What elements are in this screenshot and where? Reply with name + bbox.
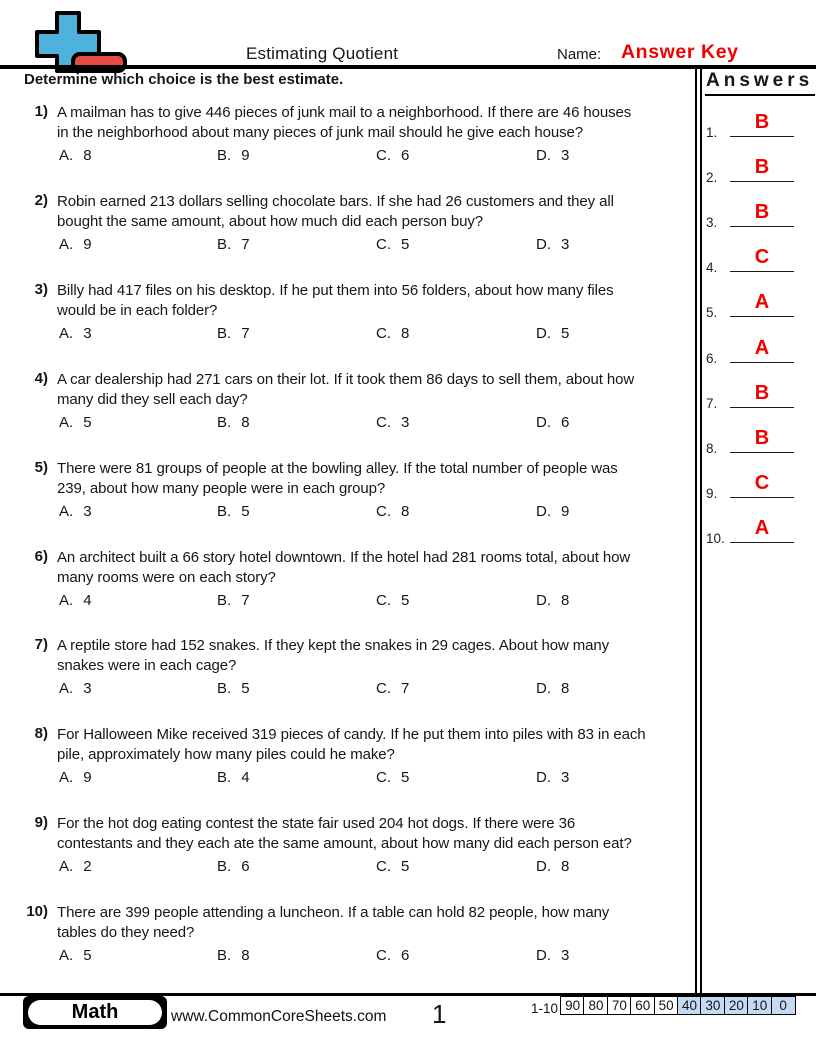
question-body: [57, 281, 697, 345]
answer-blank-line: [730, 473, 794, 498]
question-text-line: contestants and they each ate the same amount, about how many did each person eat?: [57, 835, 632, 853]
page-title: Estimating Quotient: [246, 44, 399, 63]
question-number: 8): [34, 725, 48, 743]
choice-label: A.: [59, 858, 74, 876]
question-number: 4): [34, 369, 48, 387]
choice-b: [217, 325, 250, 342]
choice-label: C.: [376, 324, 391, 342]
question-7: [0, 636, 697, 700]
choices-row: [57, 947, 697, 967]
answer-number: 5.: [706, 305, 718, 321]
choice-b: [217, 592, 250, 609]
choice-label: D.: [536, 947, 551, 965]
question-body: [57, 103, 697, 167]
choice-value: 5: [401, 235, 410, 253]
choice-label: A.: [59, 413, 74, 431]
choice-label: D.: [536, 147, 551, 164]
answer-blank-line: [730, 112, 794, 137]
answer-blank-line: [730, 157, 794, 182]
question-body: [57, 903, 697, 967]
choice-d: [536, 769, 569, 786]
choice-value: 5: [241, 680, 250, 698]
choice-value: 8: [241, 947, 250, 965]
choices-row: [57, 858, 697, 878]
choice-label: C.: [376, 235, 391, 253]
question-text-line: many rooms were on each story?: [57, 568, 276, 586]
choice-label: D.: [536, 235, 551, 253]
answer-number: 10.: [706, 530, 725, 546]
question-1: [0, 103, 697, 167]
choice-c: [376, 769, 409, 786]
choice-value: 3: [83, 324, 92, 342]
question-3: [0, 281, 697, 345]
choice-value: 8: [561, 858, 570, 876]
header-divider: [0, 65, 816, 69]
choice-value: 6: [561, 413, 570, 431]
choice-label: B.: [217, 947, 232, 965]
choice-b: [217, 680, 250, 697]
question-10: [0, 903, 697, 967]
choice-d: [536, 414, 569, 431]
question-number: 6): [34, 547, 48, 565]
choice-value: 6: [401, 147, 410, 164]
choice-c: [376, 947, 409, 964]
choice-value: 5: [561, 324, 570, 342]
choice-d: [536, 325, 569, 342]
answer-letter: B: [754, 201, 770, 224]
choice-value: 3: [561, 147, 570, 164]
choice-label: C.: [376, 769, 391, 787]
choice-label: D.: [536, 502, 551, 520]
score-cell: 50: [654, 996, 679, 1015]
name-label: Name:: [557, 46, 602, 63]
answer-blank-line: [730, 518, 794, 543]
question-6: [0, 548, 697, 612]
question-body: [57, 459, 697, 523]
question-9: [0, 814, 697, 878]
answer-letter: B: [754, 111, 770, 133]
choice-a: [59, 947, 92, 964]
choice-label: C.: [376, 680, 391, 698]
answer-row-9: [702, 468, 806, 502]
choice-label: B.: [217, 147, 232, 164]
answer-number: 1.: [706, 125, 718, 140]
choice-value: 5: [241, 502, 250, 520]
question-text-line: A car dealership had 271 cars on their lot. If it took them 86 days to sell them, about how: [57, 370, 635, 388]
choice-c: [376, 147, 409, 164]
question-number: 5): [34, 458, 48, 476]
answer-number: 8.: [706, 440, 718, 456]
question-2: [0, 192, 697, 256]
question-body: [57, 814, 697, 878]
question-text-line: For Halloween Mike received 319 pieces of candy. If he put them into piles with 83 in each: [57, 726, 646, 744]
choices-row: [57, 680, 697, 700]
choice-value: 5: [401, 769, 410, 787]
question-text-line: Billy had 417 files on his desktop. If he put them into 56 folders, about how many files: [57, 281, 614, 299]
choice-label: B.: [217, 324, 232, 342]
score-cell: 0: [771, 996, 796, 1015]
choice-value: 5: [83, 413, 92, 431]
choice-value: 6: [401, 947, 410, 965]
answer-letter: C: [754, 246, 770, 269]
choice-label: B.: [217, 413, 232, 431]
choice-c: [376, 503, 409, 520]
choice-label: A.: [59, 235, 74, 253]
question-text-line: in the neighborhood about many pieces of junk mail should he give each house?: [57, 124, 584, 141]
choice-d: [536, 858, 569, 875]
answers-title: Answers: [705, 70, 815, 96]
score-cell: 30: [700, 996, 725, 1015]
choices-row: [57, 769, 697, 789]
choice-label: A.: [59, 591, 74, 609]
choice-label: D.: [536, 413, 551, 431]
choice-value: 5: [401, 591, 410, 609]
answer-number: 4.: [706, 260, 718, 276]
answer-row-4: [702, 242, 806, 276]
choice-value: 4: [241, 769, 250, 787]
choice-label: D.: [536, 324, 551, 342]
choice-value: 7: [241, 591, 250, 609]
score-cell: 70: [607, 996, 632, 1015]
question-text-line: A mailman has to give 446 pieces of junk mail to a neighborhood. If there are 46 houses: [57, 104, 632, 121]
choice-label: C.: [376, 502, 391, 520]
choice-value: 9: [561, 502, 570, 520]
question-body: [57, 636, 697, 700]
answer-letter: A: [754, 291, 770, 314]
score-cell: 90: [560, 996, 585, 1015]
question-text-line: snakes were in each cage?: [57, 657, 237, 675]
choice-a: [59, 325, 92, 342]
answer-row-10: [702, 513, 806, 547]
choice-a: [59, 592, 92, 609]
choice-d: [536, 236, 569, 253]
score-range-label: 1-10: [531, 1001, 559, 1016]
question-body: [57, 548, 697, 612]
question-text-line: bought the same amount, about how much did each person buy?: [57, 212, 484, 230]
score-cell: 20: [724, 996, 749, 1015]
choice-d: [536, 680, 569, 697]
question-body: [57, 370, 697, 434]
choice-label: A.: [59, 324, 74, 342]
answer-letter: A: [754, 336, 770, 359]
choice-label: B.: [217, 769, 232, 787]
answer-blank-line: [730, 428, 794, 453]
answer-letter: B: [754, 426, 770, 449]
choice-label: B.: [217, 502, 232, 520]
answer-number: 7.: [706, 395, 718, 411]
answer-blank-line: [730, 292, 794, 317]
question-body: [57, 725, 697, 789]
answer-blank-line: [730, 338, 794, 363]
choice-label: D.: [536, 591, 551, 609]
question-body: [57, 192, 697, 256]
choice-label: C.: [376, 147, 391, 164]
choice-value: 8: [83, 147, 92, 164]
question-text-line: Robin earned 213 dollars selling chocolate bars. If she had 26 customers and they all: [57, 192, 614, 210]
choice-d: [536, 592, 569, 609]
choice-a: [59, 858, 92, 875]
choice-d: [536, 147, 569, 164]
choices-row: [57, 147, 697, 167]
answer-letter: B: [754, 156, 770, 179]
question-text-line: many did they sell each day?: [57, 390, 248, 408]
choice-label: B.: [217, 591, 232, 609]
answer-row-5: [702, 287, 806, 321]
question-text-line: A reptile store had 152 snakes. If they kept the snakes in 29 cages. About how many: [57, 637, 610, 655]
choice-value: 9: [83, 769, 92, 787]
choice-a: [59, 680, 92, 697]
answer-number: 3.: [706, 215, 718, 231]
choice-label: A.: [59, 502, 74, 520]
choice-label: C.: [376, 591, 391, 609]
score-cell: 60: [630, 996, 655, 1015]
score-cell: 40: [677, 996, 702, 1015]
choice-c: [376, 592, 409, 609]
choice-value: 2: [83, 858, 92, 876]
answer-blank-line: [730, 202, 794, 227]
choice-value: 5: [401, 858, 410, 876]
score-cell: 10: [747, 996, 772, 1015]
choice-a: [59, 147, 92, 164]
question-text-line: pile, approximately how many piles could he make?: [57, 746, 395, 764]
question-number: 3): [34, 280, 48, 298]
question-text-line: would be in each folder?: [57, 301, 218, 319]
answer-key-text: Answer Key: [621, 41, 739, 63]
choice-value: 4: [83, 591, 92, 609]
answer-letter: A: [754, 516, 770, 539]
choice-label: B.: [217, 680, 232, 698]
choice-value: 8: [241, 413, 250, 431]
question-text-line: tables do they need?: [57, 924, 195, 942]
choice-c: [376, 236, 409, 253]
choice-d: [536, 503, 569, 520]
choice-value: 3: [83, 680, 92, 698]
question-number: 2): [34, 191, 48, 209]
answer-row-6: [702, 333, 806, 367]
question-number: 1): [34, 103, 48, 120]
choice-value: 3: [83, 502, 92, 520]
choice-value: 7: [241, 235, 250, 253]
math-badge-pill: [28, 1000, 162, 1025]
choice-value: 6: [241, 858, 250, 876]
choice-b: [217, 503, 250, 520]
question-text-line: For the hot dog eating contest the state fair used 204 hot dogs. If there were 36: [57, 815, 576, 833]
math-badge-label: Math: [71, 1001, 119, 1023]
answer-letter: C: [754, 471, 770, 494]
math-badge: [23, 996, 167, 1029]
choice-b: [217, 147, 250, 164]
choice-label: C.: [376, 858, 391, 876]
choice-label: B.: [217, 858, 232, 876]
choices-row: [57, 414, 697, 434]
choice-b: [217, 858, 250, 875]
question-number: 10): [26, 903, 48, 921]
instruction-text: Determine which choice is the best estimate.: [24, 71, 344, 88]
choice-value: 7: [241, 324, 250, 342]
choices-row: [57, 503, 697, 523]
answer-row-2: [702, 152, 806, 186]
choice-value: 8: [401, 502, 410, 520]
question-text-line: An architect built a 66 story hotel downtown. If the hotel had 281 rooms total, about how: [57, 548, 631, 566]
choice-value: 3: [401, 413, 410, 431]
choice-a: [59, 769, 92, 786]
choice-value: 3: [561, 947, 570, 965]
choice-value: 3: [561, 769, 570, 787]
question-number: 7): [34, 636, 48, 654]
choice-c: [376, 325, 409, 342]
choice-value: 8: [561, 591, 570, 609]
page-number: 1: [432, 999, 447, 1029]
score-table: [560, 996, 796, 1015]
choice-value: 7: [401, 680, 410, 698]
answer-row-3: [702, 197, 806, 231]
choice-c: [376, 680, 409, 697]
question-8: [0, 725, 697, 789]
choice-label: D.: [536, 680, 551, 698]
score-cell: 80: [583, 996, 608, 1015]
choice-a: [59, 414, 92, 431]
answer-row-1: [702, 107, 806, 141]
choice-value: 8: [401, 324, 410, 342]
choice-label: A.: [59, 769, 74, 787]
choice-c: [376, 414, 409, 431]
choice-label: C.: [376, 947, 391, 965]
choice-value: 3: [561, 235, 570, 253]
choice-label: C.: [376, 413, 391, 431]
choice-b: [217, 414, 250, 431]
choice-b: [217, 947, 250, 964]
choice-value: 5: [83, 947, 92, 965]
choices-row: [57, 236, 697, 256]
choice-label: B.: [217, 235, 232, 253]
choices-row: [57, 592, 697, 612]
question-text-line: 239, about how many people were in each group?: [57, 479, 386, 497]
answer-row-8: [702, 423, 806, 457]
choice-label: D.: [536, 769, 551, 787]
question-text-line: There are 399 people attending a luncheon. If a table can hold 82 people, how many: [57, 904, 610, 922]
choice-a: [59, 503, 92, 520]
answer-row-7: [702, 378, 806, 412]
question-4: [0, 370, 697, 434]
choice-b: [217, 769, 250, 786]
answer-blank-line: [730, 383, 794, 408]
question-5: [0, 459, 697, 523]
choice-value: 9: [83, 235, 92, 253]
answer-blank-line: [730, 247, 794, 272]
website-text: www.CommonCoreSheets.com: [171, 1008, 387, 1025]
answer-number: 9.: [706, 485, 718, 501]
choice-value: 8: [561, 680, 570, 698]
choice-label: A.: [59, 680, 74, 698]
choice-c: [376, 858, 409, 875]
question-number: 9): [34, 814, 48, 832]
answer-number: 6.: [706, 350, 718, 366]
answer-letter: B: [754, 381, 770, 404]
choice-d: [536, 947, 569, 964]
choice-label: D.: [536, 858, 551, 876]
choice-a: [59, 236, 92, 253]
choice-value: 9: [241, 147, 250, 164]
choices-row: [57, 325, 697, 345]
question-text-line: There were 81 groups of people at the bowling alley. If the total number of people was: [57, 459, 618, 477]
answer-number: 2.: [706, 170, 718, 186]
choice-label: A.: [59, 147, 74, 164]
choice-b: [217, 236, 250, 253]
choice-label: A.: [59, 947, 74, 965]
